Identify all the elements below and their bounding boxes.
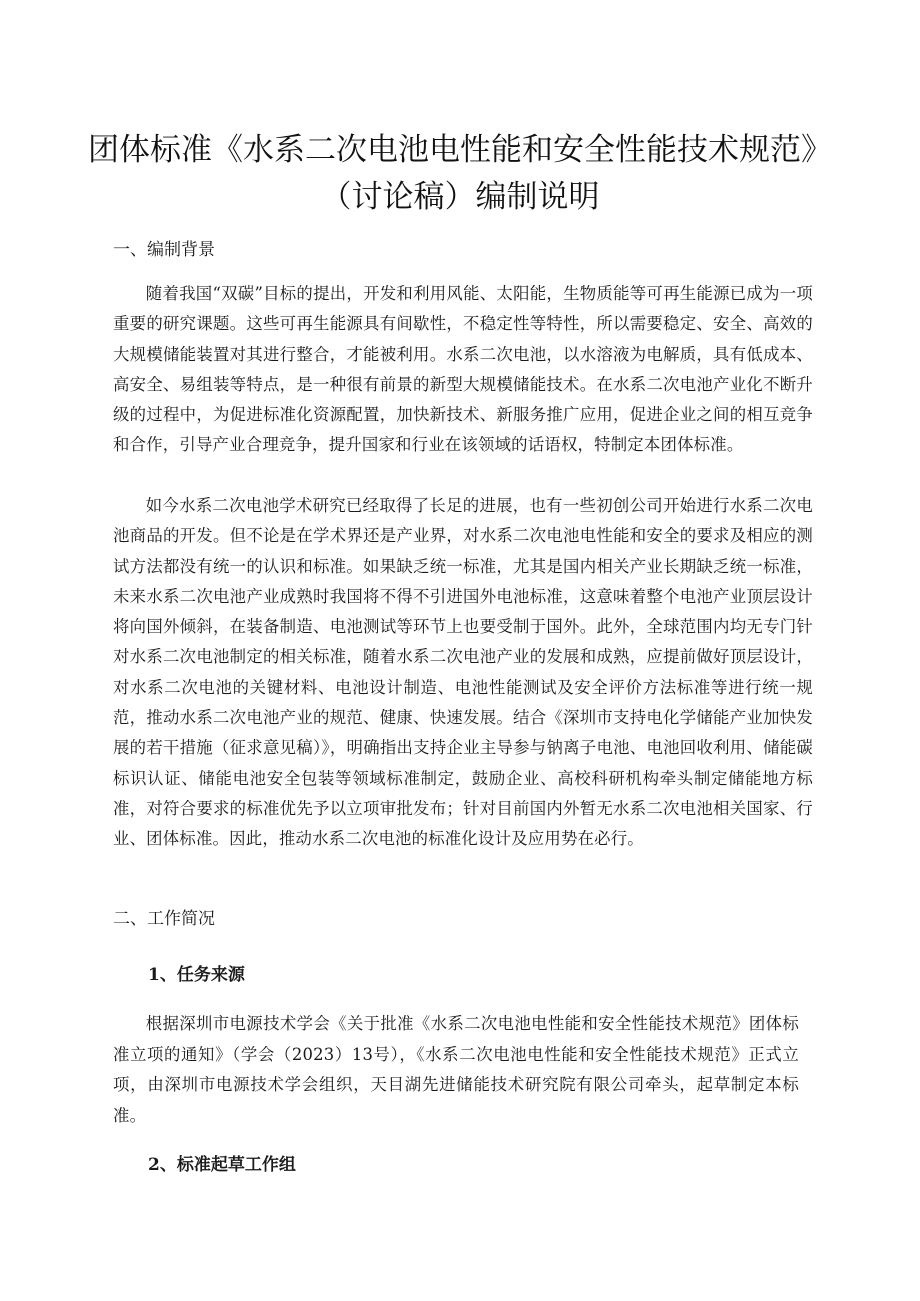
background-paragraph-1: 随着我国“双碳”目标的提出，开发和利用风能、太阳能，生物质能等可再生能源已成为一项重要的研究课题。这些可再生能源具有间歇性，不稳定性等特性，所以需要稳定、安全、高效的大规模储能装置对其进行整合，才能被利用。水系二次电池，以水溶液为电解质，具有低成本、高安全、易组装等特点，是一种很有前景的新型大规模储能技术。在水系二次电池产业化不断升级的过程中，为促进标准化资源配置，加快新技术、新服务推广应用，促进企业之间的相互竞争和合作，引导产业合理竞争，提升国家和行业在该领域的话语权，特制定本团体标准。 <box>113 284 813 455</box>
subheading-drafting-group: 2、标准起草工作组 <box>148 1155 296 1175</box>
subheading-task-source: 1、任务来源 <box>148 965 245 985</box>
document-title-line-2: （讨论稿）编制说明 <box>320 179 600 215</box>
background-paragraph-2: 如今水系二次电池学术研究已经取得了长足的进展，也有一些初创公司开始进行水系二次电池商品的开发。但不论是在学术界还是产业界，对水系二次电池电性能和安全的要求及相应的测试方法都没有统一的认识和标准。如果缺乏统一标准，尤其是国内相关产业长期缺乏统一标准，未来水系二次电池产业成熟时我国将不得不引进国外电池标准，这意味着整个电池产业顶层设计将向国外倾斜，在装备制造、电池测试等环节上也要受制于国外。此外，全球范围内均无专门针对水系二次电池制定的相关标准，随着水系二次电池产业的发展和成熟，应提前做好顶层设计，对水系二次电池的关键材料、电池设计制造、电池性能测试及安全评价方法标准等进行统一规范，推动水系二次电池产业的规范、健康、快速发展。结合《深圳市支持电化学储能产业加快发展的若干措施（征求意见稿）》，明确指出支持企业主导参与钠离子电池、电池回收利用、储能碳标识认证、储能电池安全包装等领域标准制定，鼓励企业、高校科研机构牵头制定储能地方标准，对符合要求的标准优先予以立项审批发布；针对目前国内外暂无水系二次电池相关国家、行业、团体标准。因此，推动水系二次电池的标准化设计及应用势在必行。 <box>113 496 813 849</box>
section-heading-work-overview: 二、工作简况 <box>113 909 215 929</box>
task-source-paragraph: 根据深圳市电源技术学会《关于批准《水系二次电池电性能和安全性能技术规范》团体标准立项的通知》（学会（2023）13号），《水系二次电池电性能和安全性能技术规范》正式立项，由深圳市电源技术学会组织，天目湖先进储能技术研究院有限公司牵头，起草制定本标准。 <box>113 1014 799 1125</box>
section-heading-background: 一、编制背景 <box>113 240 215 260</box>
document-title-line-1: 团体标准《水系二次电池电性能和安全性能技术规范》 <box>88 132 832 168</box>
